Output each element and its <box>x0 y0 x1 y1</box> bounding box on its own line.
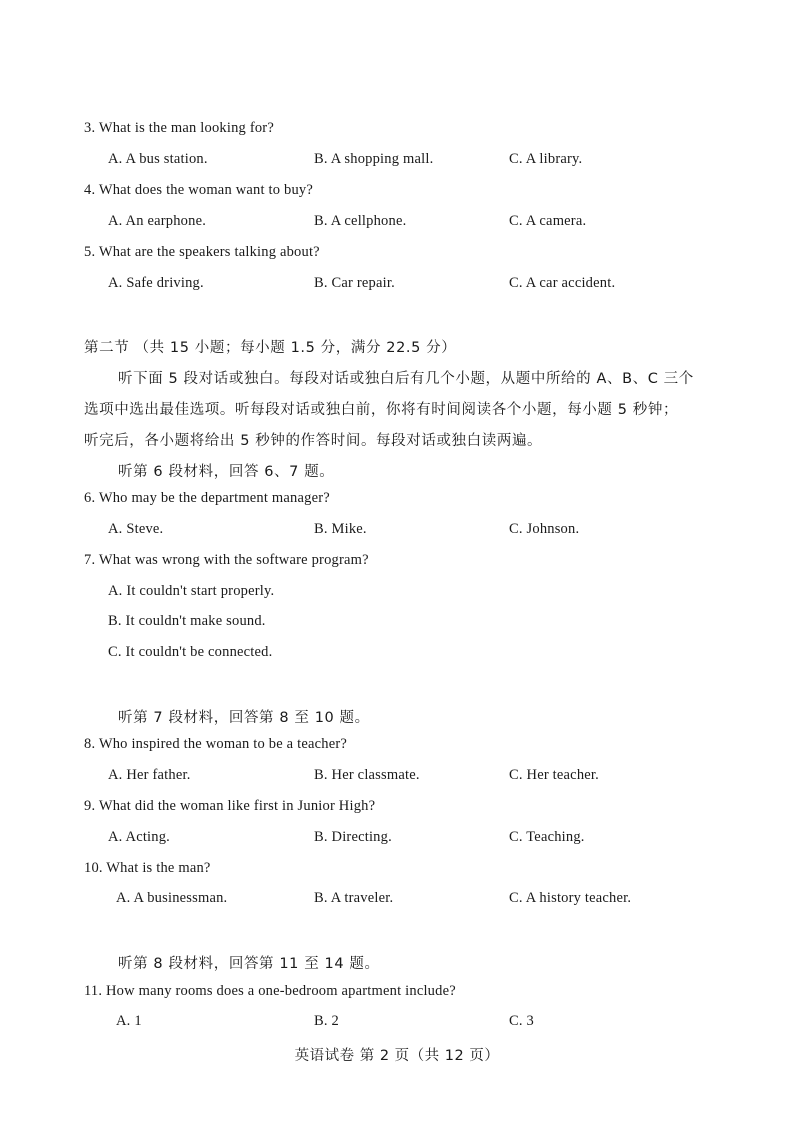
section-2-instruction-line-2: 选项中选出最佳选项。听每段对话或独白前，你将有时间阅读各个小题，每小题 5 秒钟； <box>84 402 679 418</box>
question-5-option-c: C. A car accident. <box>509 275 616 291</box>
question-7-option-b: B. It couldn't make sound. <box>108 613 266 629</box>
question-8-option-b: B. Her classmate. <box>314 767 420 783</box>
question-10-option-a: A. A businessman. <box>116 890 228 906</box>
section-2-title: 第二节 （共 15 小题；每小题 1.5 分，满分 22.5 分） <box>84 340 457 356</box>
page-footer: 英语试卷 第 2 页（共 12 页） <box>294 1048 500 1064</box>
question-9-option-b: B. Directing. <box>314 829 392 845</box>
group-8-label: 听第 8 段材料，回答第 11 至 14 题。 <box>118 956 380 972</box>
question-6-option-a: A. Steve. <box>108 521 164 537</box>
section-2-instruction-line-1: 听下面 5 段对话或独白。每段对话或独白后有几个小题，从题中所给的 A、B、C 三个 <box>118 371 694 387</box>
question-3-option-a: A. A bus station. <box>108 151 208 167</box>
question-5-option-a: A. Safe driving. <box>108 275 204 291</box>
question-5-option-b: B. Car repair. <box>314 275 395 291</box>
question-10-option-b: B. A traveler. <box>314 890 394 906</box>
question-9-option-c: C. Teaching. <box>509 829 585 845</box>
question-9-stem: 9. What did the woman like first in Junior High? <box>84 798 376 814</box>
question-4-option-b: B. A cellphone. <box>314 213 407 229</box>
question-8-option-a: A. Her father. <box>108 767 191 783</box>
question-10-option-c: C. A history teacher. <box>509 890 632 906</box>
question-6-option-c: C. Johnson. <box>509 521 580 537</box>
question-8-stem: 8. Who inspired the woman to be a teacher? <box>84 736 347 752</box>
question-4-option-a: A. An earphone. <box>108 213 207 229</box>
question-11-option-c: C. 3 <box>509 1013 534 1029</box>
question-7-stem: 7. What was wrong with the software program? <box>84 552 369 568</box>
question-9-option-a: A. Acting. <box>108 829 171 845</box>
question-11-option-a: A. 1 <box>116 1013 142 1029</box>
question-10-stem: 10. What is the man? <box>84 860 211 876</box>
section-2-instruction-line-3: 听完后，各小题将给出 5 秒钟的作答时间。每段对话或独白读两遍。 <box>84 433 543 449</box>
question-6-option-b: B. Mike. <box>314 521 367 537</box>
question-5-stem: 5. What are the speakers talking about? <box>84 244 320 260</box>
question-8-option-c: C. Her teacher. <box>509 767 599 783</box>
question-11-stem: 11. How many rooms does a one-bedroom apartment include? <box>84 983 456 999</box>
group-6-label: 听第 6 段材料，回答 6、7 题。 <box>118 464 335 480</box>
group-7-label: 听第 7 段材料，回答第 8 至 10 题。 <box>118 710 370 726</box>
question-3-option-c: C. A library. <box>509 151 583 167</box>
question-4-option-c: C. A camera. <box>509 213 587 229</box>
question-4-stem: 4. What does the woman want to buy? <box>84 182 314 198</box>
question-7-option-a: A. It couldn't start properly. <box>108 583 275 599</box>
question-3-option-b: B. A shopping mall. <box>314 151 434 167</box>
question-6-stem: 6. Who may be the department manager? <box>84 490 330 506</box>
question-11-option-b: B. 2 <box>314 1013 339 1029</box>
question-3-stem: 3. What is the man looking for? <box>84 120 274 136</box>
question-7-option-c: C. It couldn't be connected. <box>108 644 273 660</box>
